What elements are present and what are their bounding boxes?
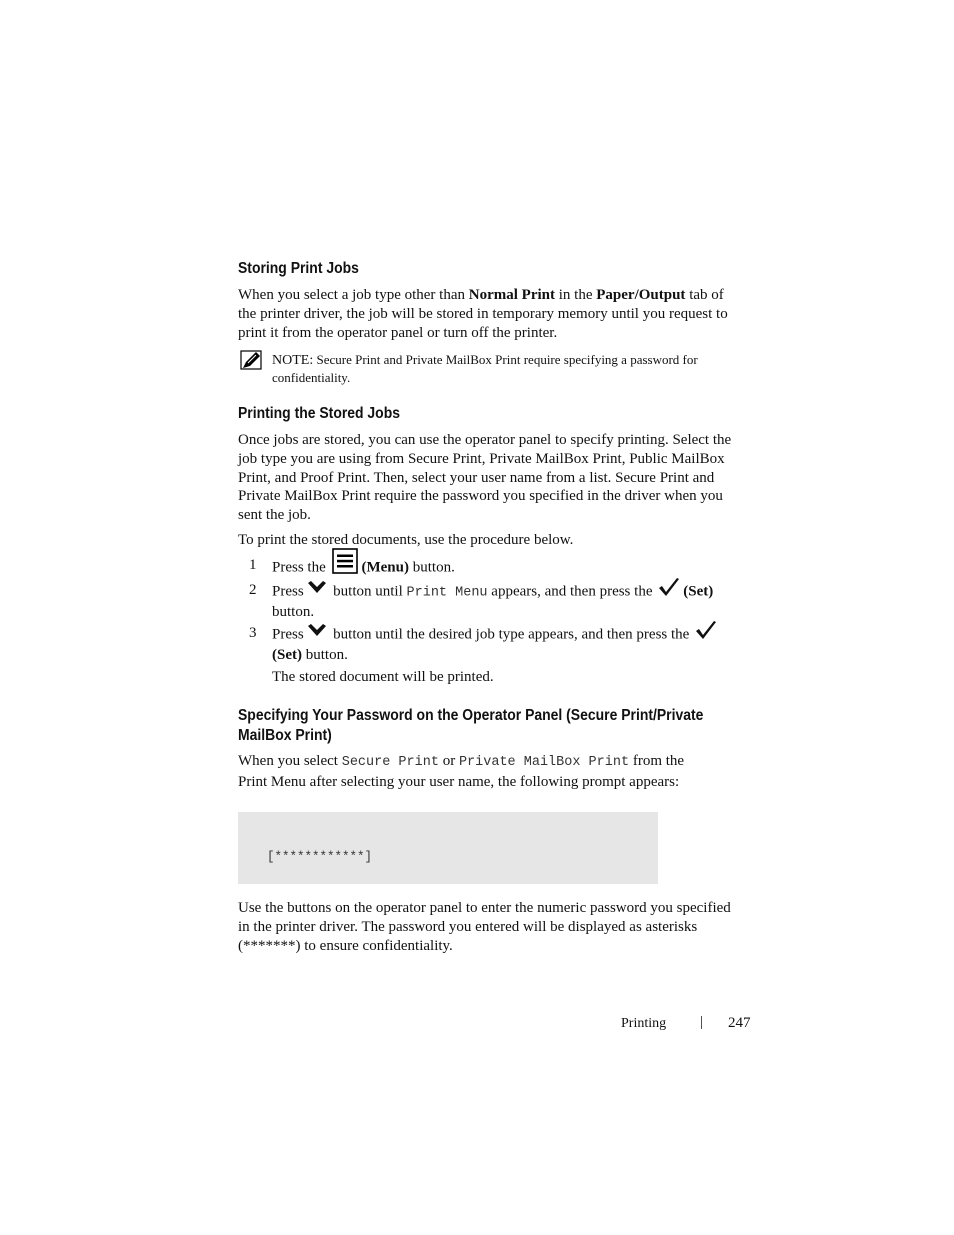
step-num: 1 — [249, 557, 257, 573]
step-text: button until — [329, 583, 407, 600]
paragraph-use-the-buttons: Use the buttons on the operator panel to enter the numeric password you specified in the printer driver. The password you entered will be displayed as asterisks (*******) to ensure confidentiality. — [238, 900, 731, 954]
code-private-mailbox-print: Private MailBox Print — [458, 755, 630, 770]
page-number: 247 — [728, 1015, 751, 1031]
code-secure-print: Secure Print — [341, 755, 439, 770]
menu-button-label: (Menu) — [361, 559, 409, 576]
note-label: NOTE: — [272, 353, 314, 368]
step-text: appears, and then press the — [487, 583, 657, 600]
paragraph-when-you-select — [238, 752, 738, 792]
step-2 — [272, 581, 742, 622]
step-text: button. — [409, 559, 455, 576]
step-text: button. — [272, 604, 315, 621]
heading-line: Specifying Your Password on the Operator Panel (Secure Print/Private — [238, 707, 704, 724]
para-text: or — [438, 753, 459, 769]
code-print-menu: Print Menu — [406, 585, 488, 601]
set-button-label: (Set) — [683, 583, 714, 600]
note-box — [272, 351, 742, 386]
para-bold-paper-output: Paper/Output — [596, 287, 686, 303]
para-bold-normal-print: Normal Print — [468, 287, 555, 303]
step-num: 2 — [249, 582, 257, 598]
menu-icon — [332, 548, 358, 580]
step-result: The stored document will be printed. — [272, 669, 494, 685]
heading-printing-stored-jobs: Printing the Stored Jobs — [238, 405, 400, 422]
checkmark-icon — [695, 620, 717, 646]
paragraph-storing — [238, 286, 738, 342]
set-button-label: (Set) — [272, 646, 302, 663]
para-text: When you select a job type other than — [238, 287, 469, 303]
checkmark-icon — [658, 577, 680, 603]
para-text: from the — [629, 753, 685, 769]
footer-separator: | — [700, 1014, 704, 1030]
footer-section: Printing — [621, 1016, 667, 1031]
step-3 — [272, 624, 742, 665]
para-text: in the — [555, 287, 597, 303]
para-text: tab of the printer driver, the job will be stored in temporary memory until you request to print it from the operator panel or turn off the printer. — [238, 287, 728, 341]
paragraph-procedure-intro: To print the stored documents, use the procedure below. — [238, 532, 574, 548]
step-text: Press the — [272, 559, 330, 576]
pencil-note-icon — [240, 350, 262, 370]
heading-line: MailBox Print) — [238, 727, 332, 744]
panel-prompt-box — [238, 812, 658, 884]
down-arrow-icon — [307, 623, 327, 645]
heading-storing-print-jobs: Storing Print Jobs — [238, 260, 359, 277]
password-prompt: [************] — [267, 850, 373, 864]
note-text: Secure Print and Private MailBox Print require specifying a password for confidentiality. — [272, 352, 698, 385]
down-arrow-icon — [307, 580, 327, 602]
heading-specifying-password — [238, 706, 703, 746]
step-text: button until the desired job type appears, and then press the — [329, 626, 694, 643]
step-text: Press — [272, 583, 308, 600]
para-text: When you select — [238, 753, 342, 769]
para-text: Print Menu after selecting your user name, the following prompt appears: — [238, 773, 680, 790]
step-text: Press — [272, 626, 308, 643]
step-num: 3 — [249, 625, 257, 641]
paragraph-once-jobs-stored: Once jobs are stored, you can use the operator panel to specify printing. Select the job type you are using from Secure Print, Private MailBox Print, Public MailBox Print, and Proof Print. Then, select your user name from a list. Secure Print and Private MailBox Print require the password you specified in the driver when you sent the job. — [238, 432, 732, 524]
step-text: button. — [302, 646, 348, 663]
